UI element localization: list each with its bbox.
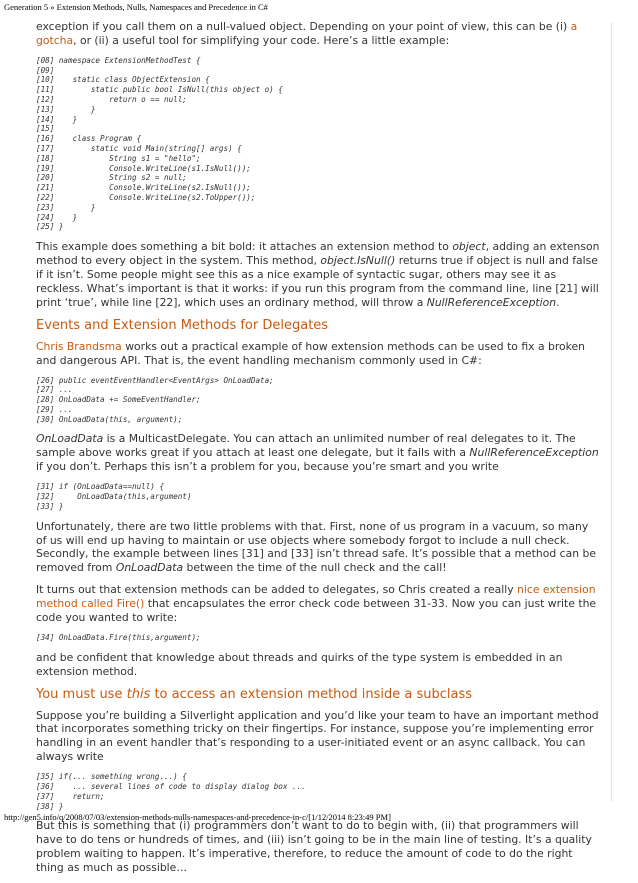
content-divider-line xyxy=(611,22,612,802)
code-term: NullReferenceException xyxy=(426,295,557,309)
text: exception if you call them on a null-valued object. Depending on your point of view, this can be (i) xyxy=(36,20,571,33)
text: returns true if object is null and false if it isn’t. Some people might see this as a nice example of syntactic sugar, others may see it as reckless. What’s important is that it works: if you run this program from the command line, line [21] will print ‘true’, while line [22], which uses an ordinary method, will throw a xyxy=(36,254,599,309)
text: that encapsulates the error check code between 31-33. Now you can just write the code you wanted to write: xyxy=(36,597,597,625)
text: , or (ii) a useful tool for simplifying your code. Here’s a little example: xyxy=(73,33,450,47)
text: , adding an extenson method to every object in the system. This method, xyxy=(36,240,600,268)
paragraph-confident: and be confident that knowledge about threads and quirks of the type system is embedded in an extension method. xyxy=(36,650,563,678)
paragraph-multicast-delegate xyxy=(36,432,602,474)
section-heading-events-delegates: Events and Extension Methods for Delegates xyxy=(36,317,329,333)
text: Unfortunately, there are two little problems with that. First, none of us program in a vacuum, so many of us will end up having to maintain or use objects where somebody forgot to include a null check. Secondly, the example between lines [31] and [33] isn’t thread safe. It’s possible that a method can be removed from xyxy=(36,519,596,575)
code-term: object xyxy=(452,240,486,254)
code-block-null-check: [31] if (OnLoadData==null) { [32] OnLoadData(this,argument) [33] } xyxy=(36,482,192,511)
gotcha-link[interactable]: a gotcha xyxy=(36,20,578,47)
code-term: NullReferenceException xyxy=(469,446,599,460)
code-term: OnLoadData xyxy=(36,432,104,446)
code-term: object.IsNull() xyxy=(320,254,396,268)
page-footer-url: http://gen5.info/q/2008/07/03/extension-methods-nulls-namespaces-and-precedence-in-c/[1/12/2014 8:23:49 PM] xyxy=(4,812,391,822)
article-body xyxy=(36,20,602,883)
code-block-fire-call: [34] OnLoadData.Fire(this,argument); xyxy=(36,632,201,642)
code-term: OnLoadData xyxy=(115,561,184,575)
text: This example does something a bit bold: it attaches an extension method to xyxy=(36,240,453,254)
paragraph-unfortunately xyxy=(36,520,602,576)
chris-brandsma-link[interactable]: Chris Brandsma xyxy=(36,339,122,353)
text: to access an extension method inside a subclass xyxy=(150,686,473,702)
paragraph-quality-problem: But this is something that (i) programmers don’t want to do to begin with, (ii) that programmers will have to do tens or hundreds of times, and (iii) isn’t going to be in the main line of testing. It’s a quality problem waiting to happen. It’s imperative, therefore, to reduce the amount of code to do the right thing as much as possible… xyxy=(36,819,592,875)
paragraph-isnull-explanation xyxy=(36,240,602,310)
fire-extension-link[interactable]: nice extension method called Fire() xyxy=(36,583,596,611)
code-term: this xyxy=(126,686,151,702)
section-heading-use-this xyxy=(36,687,602,703)
text: if you don’t. Perhaps this isn’t a problem for you, because you’re smart and you write xyxy=(36,460,499,474)
paragraph-fire-extension xyxy=(36,583,602,625)
text: It turns out that extension methods can be added to delegates, so Chris created a really xyxy=(36,583,518,597)
code-block-dialog: [35] if(... something wrong...) { [36] ... several lines of code to display dialog box ... [37] return; [38] } xyxy=(36,772,306,811)
paragraph-silverlight: Suppose you’re building a Silverlight application and you’d like your team to have an important method that incorporates something tricky on their fingertips. For instance, suppose you’re implementing error handling in an event handler that’s responding to a user-initiated event or an async callback. You can always write xyxy=(36,708,599,764)
page-header-title: Generation 5 » Extension Methods, Nulls, Namespaces and Precedence in C# xyxy=(4,2,268,12)
text: . xyxy=(556,295,560,309)
paragraph-chris-brandsma xyxy=(36,340,602,368)
code-block-extension-method-test: [08] namespace ExtensionMethodTest { [09] [10] static class ObjectExtension { [11] static public bool IsNull(this object o) { [12] return o == null; [13] } [14] } [15] [16] class Program { [17] static void Main(string[] args) { [18] String s1 = "hello"; [19] Console.WriteLine(s1.IsNull()); [20] String s2 = null; [21] Console.WriteLine(s2.IsNull()); [22] Console.WriteLine(s2.ToUpper()); [23] } [24] } [25] } xyxy=(36,55,283,232)
text: You must use xyxy=(36,686,127,702)
code-block-event-handler: [26] public eventEventHandler<EventArgs> OnLoadData; [27] ... [28] OnLoadData += SomeEventHandler; [29] ... [30] OnLoadData(this, argument); xyxy=(36,375,274,424)
paragraph-gotcha xyxy=(36,20,602,48)
text: is a MulticastDelegate. You can attach an unlimited number of real delegates to it. The sample above works great if you attach at least one delegate, but it fails with a xyxy=(36,432,576,460)
text: between the time of the null check and the call! xyxy=(183,561,447,575)
text: works out a practical example of how extension methods can be used to fix a broken and dangerous API. That is, the event handling mechanism commonly used in C#: xyxy=(36,339,586,367)
